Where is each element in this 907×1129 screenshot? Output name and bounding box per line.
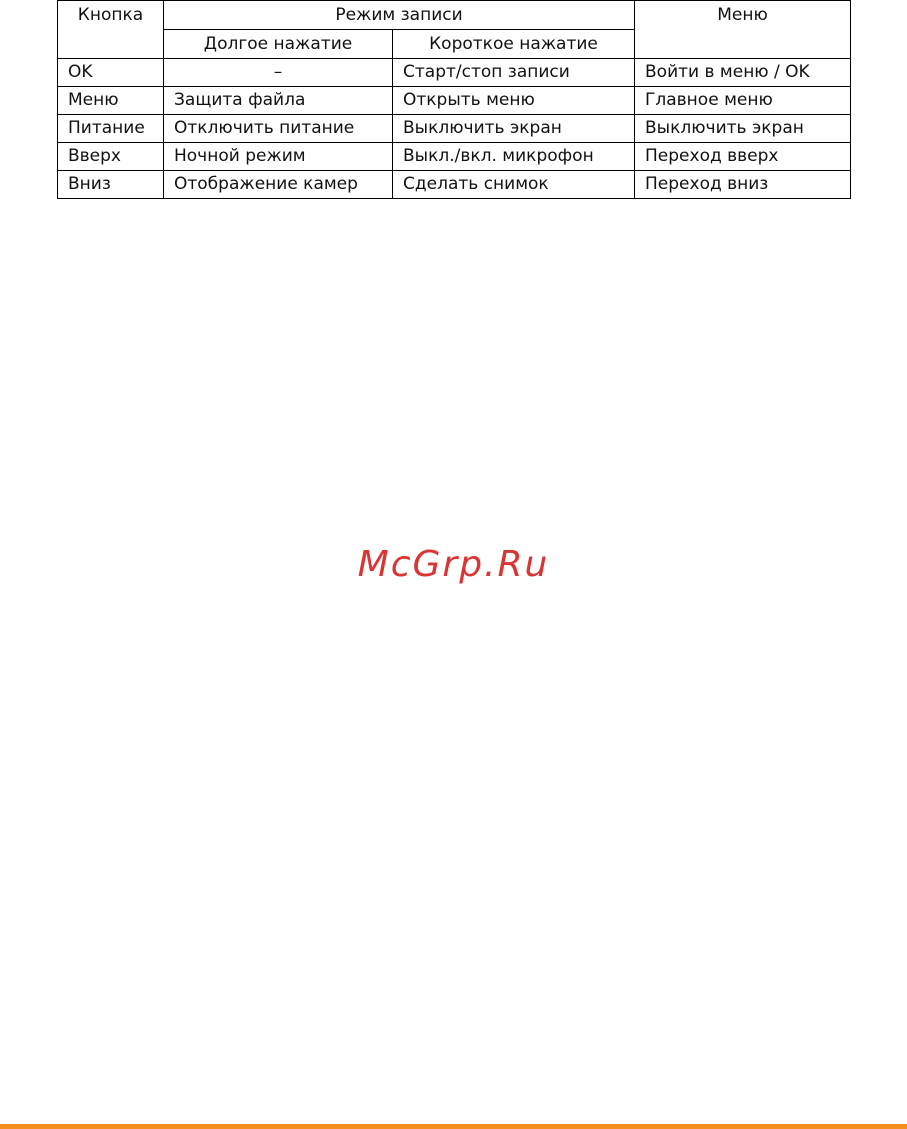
header-short-press: Короткое нажатие	[393, 30, 635, 59]
cell-menu: Главное меню	[635, 87, 851, 115]
table-header-row	[58, 1, 851, 30]
cell-long-press: Защита файла	[164, 87, 393, 115]
cell-button: Вверх	[58, 143, 164, 171]
header-button: Кнопка	[58, 1, 164, 59]
cell-long-press: Отключить питание	[164, 115, 393, 143]
cell-button: Вниз	[58, 171, 164, 199]
table-row	[58, 59, 851, 87]
cell-short-press: Старт/стоп записи	[393, 59, 635, 87]
cell-button: Питание	[58, 115, 164, 143]
footer-rule	[0, 1124, 907, 1129]
cell-short-press: Открыть меню	[393, 87, 635, 115]
header-long-press: Долгое нажатие	[164, 30, 393, 59]
cell-long-press: Отображение камер	[164, 171, 393, 199]
header-record-mode: Режим записи	[164, 1, 635, 30]
cell-menu: Выключить экран	[635, 115, 851, 143]
cell-long-press: –	[164, 59, 393, 87]
cell-short-press: Выкл./вкл. микрофон	[393, 143, 635, 171]
cell-menu: Войти в меню / OK	[635, 59, 851, 87]
header-menu: Меню	[635, 1, 851, 59]
cell-menu: Переход вниз	[635, 171, 851, 199]
table-row	[58, 143, 851, 171]
watermark-logo: McGrp.Ru	[357, 544, 550, 585]
table-row	[58, 87, 851, 115]
cell-short-press: Выключить экран	[393, 115, 635, 143]
cell-button: OK	[58, 59, 164, 87]
table-row	[58, 115, 851, 143]
cell-short-press: Сделать снимок	[393, 171, 635, 199]
cell-button: Меню	[58, 87, 164, 115]
table-row	[58, 171, 851, 199]
cell-menu: Переход вверх	[635, 143, 851, 171]
cell-long-press: Ночной режим	[164, 143, 393, 171]
button-functions-table	[57, 0, 851, 199]
